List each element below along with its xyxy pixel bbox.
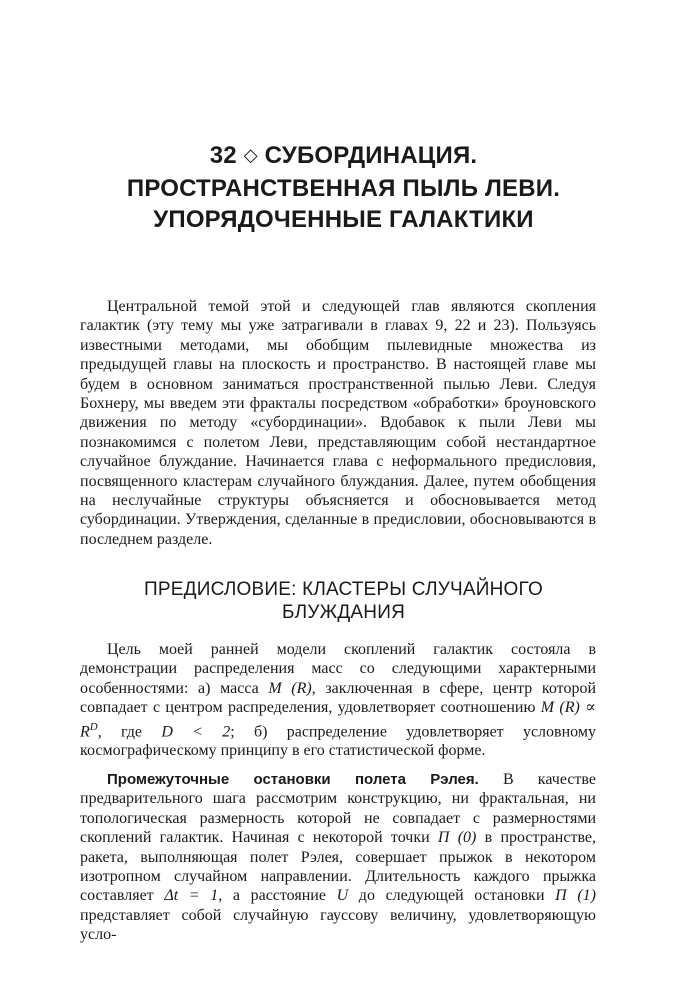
rayleigh-section <box>80 770 596 945</box>
section-title-line-2: БЛУЖДАНИЯ <box>282 602 405 623</box>
formula-u: U <box>336 887 349 905</box>
intro-section <box>80 297 596 549</box>
formula-proportional: M (R) ∝ R <box>80 699 597 740</box>
formula-pi-1: Π (1) <box>555 887 597 905</box>
chapter-number: 32 <box>209 142 237 169</box>
formula-pi-0: Π (0) <box>437 829 477 847</box>
section-title-line-1: ПРЕДИСЛОВИЕ: КЛАСТЕРЫ СЛУЧАЙНОГО <box>144 579 543 600</box>
preface-text-c: , где <box>97 722 162 740</box>
rayleigh-text-b: в пространстве, ракета, выполняющая полет Рэлея, совершает прыжок в некотором изотропном случайном направлении. Длительность каждого прыжка составляет <box>80 829 597 905</box>
rayleigh-text-e: представляет собой случайную гауссову величину, удовлетворяющую усло- <box>80 906 596 944</box>
chapter-title-line-1 <box>0 140 687 173</box>
rayleigh-text-c: , а расстояние <box>218 887 337 905</box>
diamond-separator-icon: ◇ <box>243 145 258 165</box>
formula-mass: M (R) <box>268 679 312 697</box>
formula-exponent: D <box>89 720 98 733</box>
preface-text-a: Цель моей ранней модели скоплений галактик состояла в демонстрации распределения масс со следующими характерными особенностями: а) масса <box>80 641 596 697</box>
preface-section <box>80 640 596 761</box>
chapter-title-line-2: ПРОСТРАНСТВЕННАЯ ПЫЛЬ ЛЕВИ. <box>126 175 561 202</box>
intro-paragraph: Центральной темой этой и следующей глав являются скопления галактик (эту тему мы уже затрагивали в главах 9, 22 и 23). Пользуясь известными методами, мы обобщим пылевидные множества из предыдущей главы на плоскость и пространство. В настоящей главе мы будем в основном заниматься пространственной пылью Леви. Следуя Бохнеру, мы введем эти фракталы посредством «обработки» броуновского движения по методу «субординации». Вдобавок к пыли Леви мы познакомимся с полетом Леви, представляющим собой нестандартное случайное блуждание. Начинается глава с неформального предисловия, посвященного кластерам случайного блуждания. Далее, путем обобщения на неслучайные структуры объясняется и обосновывается метод субординации. Утверждения, сделанные в предисловии, обосновываются в последнем разделе. <box>80 298 596 548</box>
rayleigh-heading: Промежуточные остановки полета Рэлея. <box>107 771 479 788</box>
rayleigh-text-d: до следующей остановки <box>348 887 556 905</box>
preface-paragraph <box>80 640 596 761</box>
chapter-title <box>0 140 687 235</box>
rayleigh-paragraph <box>80 770 596 945</box>
formula-delta-t: Δt = 1 <box>164 887 219 905</box>
preface-text-b: , заключенная в сфере, центр которой совпадает с центром распределения, удовлетворяет соотношению <box>80 679 597 717</box>
chapter-title-line-3: УПОРЯДОЧЕННЫЕ ГАЛАКТИКИ <box>153 206 534 233</box>
section-title <box>0 578 687 624</box>
rayleigh-text-a: В качестве предварительного шага рассмотрим конструкцию, ни фрактальная, ни топологическая размерность которой не совпадает с размерностями скоплений галактик. Начиная с некоторой точки <box>80 771 596 847</box>
chapter-title-text-1: СУБОРДИНАЦИЯ. <box>264 142 478 169</box>
formula-dimension: D < 2 <box>161 722 231 740</box>
preface-text-d: ; б) распределение удовлетворяет условному космографическому принципу в его статистической форме. <box>80 722 596 760</box>
